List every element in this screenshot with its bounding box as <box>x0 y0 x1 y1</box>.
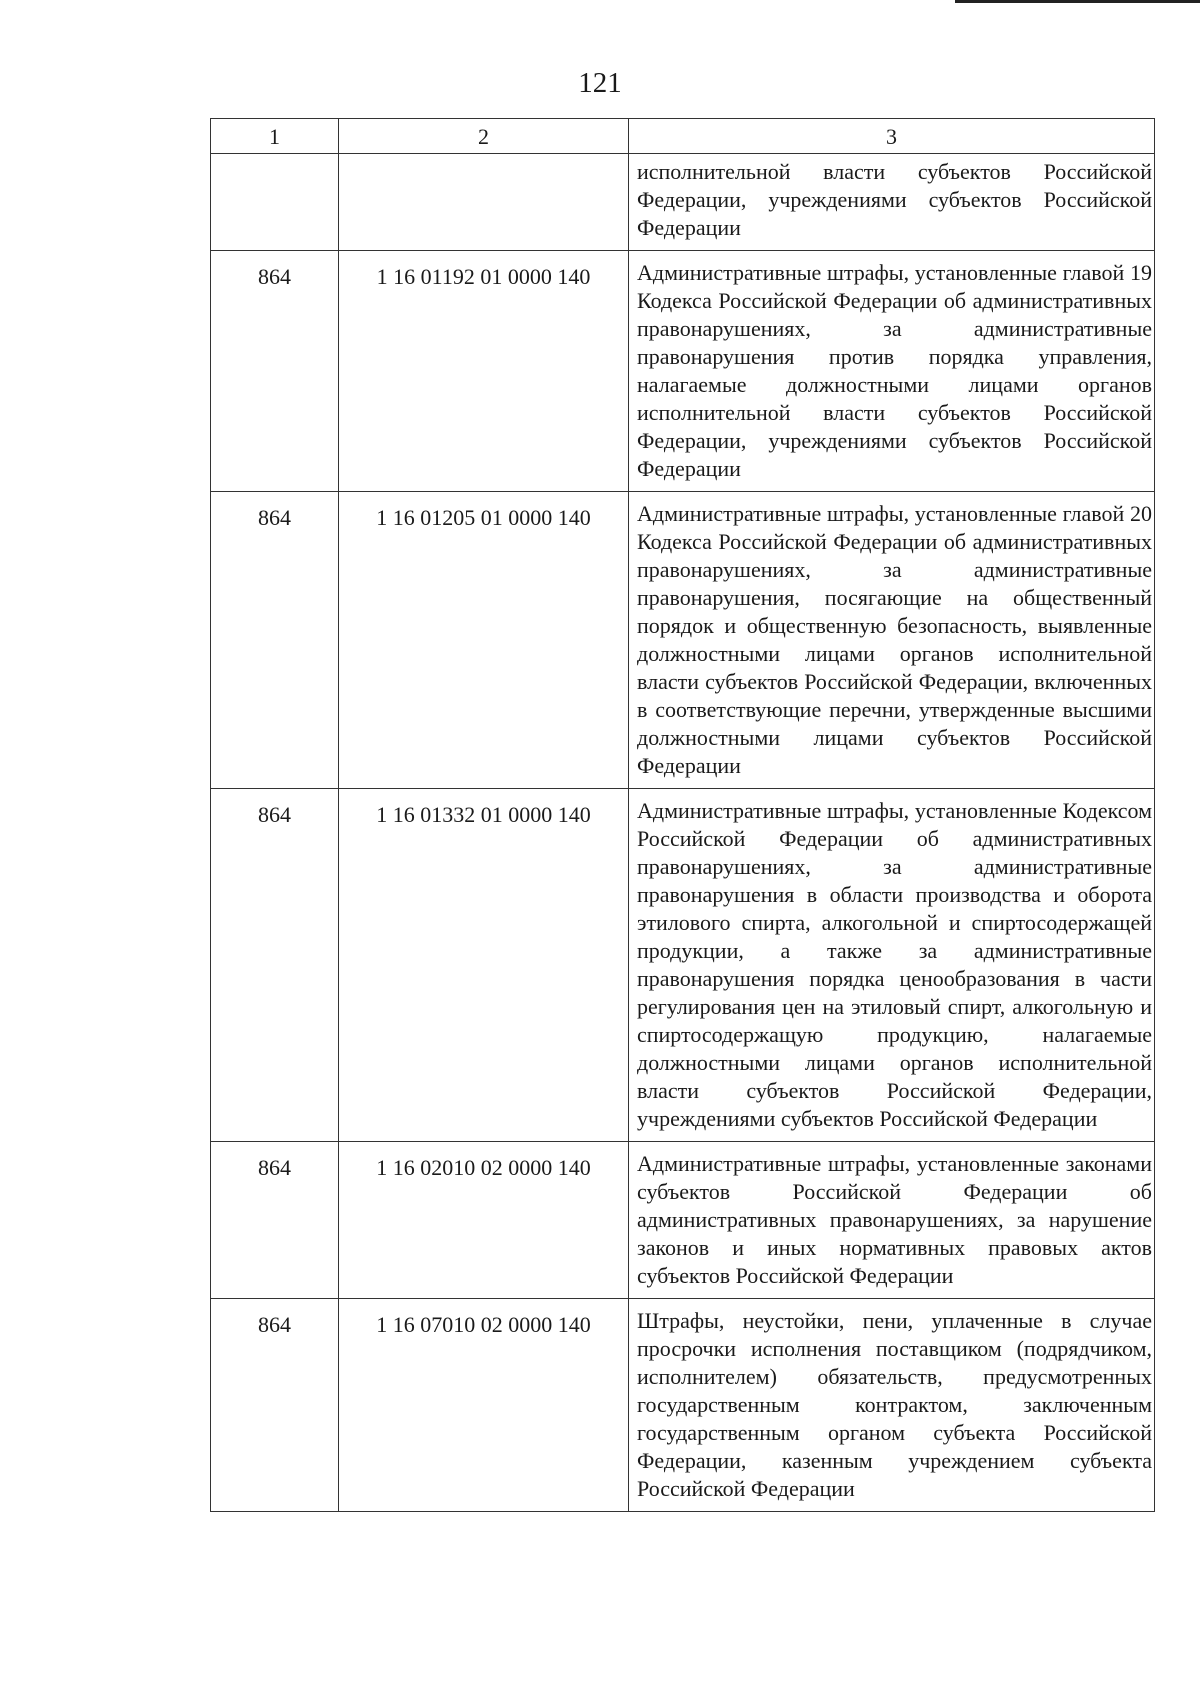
admin-code-cell-empty <box>211 154 339 251</box>
admin-code-cell: 864 <box>211 1142 339 1299</box>
description-cell: Административные штрафы, установленные главой 19 Кодекса Российской Федерации об административных правонарушениях, за административные правонарушения против порядка управления, налагаемые должностными лицами органов исполнительной власти субъектов Российской Федерации, учреждениями субъектов Российской Федерации <box>629 251 1155 492</box>
description-cell: Административные штрафы, установленные законами субъектов Российской Федерации об административных правонарушениях, за нарушение законов и иных нормативных правовых актов субъектов Российской Федерации <box>629 1142 1155 1299</box>
page-number: 121 <box>578 67 622 99</box>
admin-code-cell: 864 <box>211 492 339 789</box>
table-row <box>211 1299 1155 1512</box>
kbk-cell: 1 16 02010 02 0000 140 <box>339 1142 629 1299</box>
table-row <box>211 251 1155 492</box>
table-row <box>211 1142 1155 1299</box>
table-row <box>211 789 1155 1142</box>
column-header-3: 3 <box>629 119 1155 154</box>
top-edge-rule <box>955 0 1200 3</box>
column-header-1: 1 <box>211 119 339 154</box>
column-header-2: 2 <box>339 119 629 154</box>
description-cell: Административные штрафы, установленные главой 20 Кодекса Российской Федерации об административных правонарушениях, за административные правонарушения, посягающие на общественный порядок и общественную безопасность, выявленные должностными лицами органов исполнительной власти субъектов Российской Федерации, включенных в соответствующие перечни, утвержденные высшими должностными лицами субъектов Российской Федерации <box>629 492 1155 789</box>
admin-code-cell: 864 <box>211 789 339 1142</box>
table-header-row <box>211 119 1155 154</box>
admin-code-cell: 864 <box>211 251 339 492</box>
description-cell: Административные штрафы, установленные Кодексом Российской Федерации об административных правонарушениях, за административные правонарушения в области производства и оборота этилового спирта, алкогольной и спиртосодержащей продукции, а также за административные правонарушения порядка ценообразования в части регулирования цен на этиловый спирт, алкогольную и спиртосодержащую продукцию, налагаемые должностными лицами органов исполнительной власти субъектов Российской Федерации, учреждениями субъектов Российской Федерации <box>629 789 1155 1142</box>
table-row <box>211 492 1155 789</box>
revenue-codes-table <box>210 118 1155 1512</box>
description-cell: Штрафы, неустойки, пени, уплаченные в случае просрочки исполнения поставщиком (подрядчиком, исполнителем) обязательств, предусмотренных государственным контрактом, заключенным государственным органом субъекта Российской Федерации, казенным учреждением субъекта Российской Федерации <box>629 1299 1155 1512</box>
kbk-cell: 1 16 01192 01 0000 140 <box>339 251 629 492</box>
kbk-cell: 1 16 01332 01 0000 140 <box>339 789 629 1142</box>
kbk-cell: 1 16 07010 02 0000 140 <box>339 1299 629 1512</box>
kbk-cell: 1 16 01205 01 0000 140 <box>339 492 629 789</box>
kbk-cell-empty <box>339 154 629 251</box>
description-cell: исполнительной власти субъектов Российской Федерации, учреждениями субъектов Российской Федерации <box>629 154 1155 251</box>
admin-code-cell: 864 <box>211 1299 339 1512</box>
table-row-continuation <box>211 154 1155 251</box>
